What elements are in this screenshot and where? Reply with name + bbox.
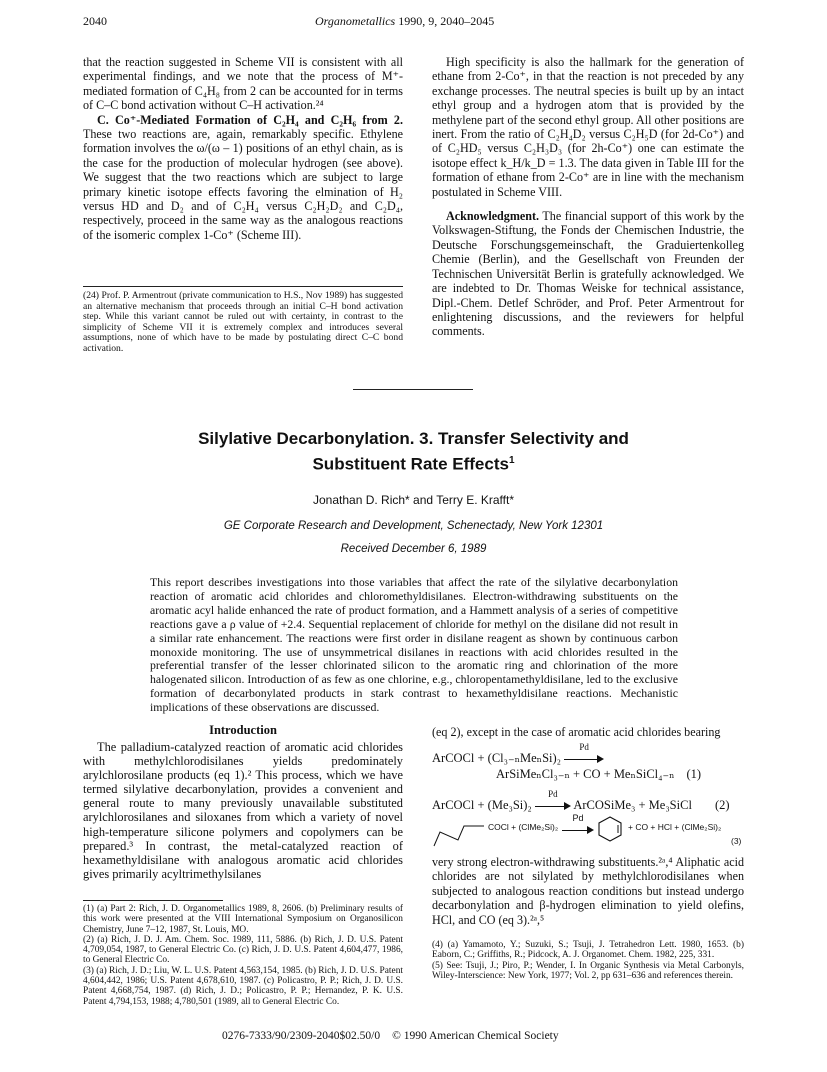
page-number: 2040	[83, 14, 107, 28]
catalyst-label: Pd	[572, 813, 584, 824]
footnote-2: (2) (a) Rich, J. D. J. Am. Chem. Soc. 1989, 111, 5886. (b) Rich, J. D. U.S. Patent 4,709,054, 1987, to General Electric Co. (c) Rich, J. D. U.S. Patent 4,604,477, 1986, to General Electric Co.	[83, 934, 403, 966]
acknowledgment	[432, 209, 744, 339]
introduction-heading: Introduction	[209, 723, 277, 737]
article-title	[83, 428, 744, 476]
received-date: Received December 6, 1989	[340, 543, 487, 555]
journal-citation: 1990, 9, 2040–2045	[395, 14, 495, 28]
footnote-24: (24) Prof. P. Armentrout (private communication to H.S., Nov 1989) has suggested an alternative mechanism that proceeds through an initial C–H bond activation step. While this variant cannot be ruled out with certainty, in contrast to the simplicity of Scheme VII it is extremely complex and introduces several assumptions, none of which have to be made by postulating direct C–C bond activation.	[83, 290, 403, 354]
equation-1-line-1	[432, 742, 604, 766]
footnote-3: (3) (a) Rich, J. D.; Liu, W. L. U.S. Patent 4,563,154, 1985. (b) Rich, J. D. U.S. Patent 4,604,442, 1986; U.S. Patent 4,678,610, 1987. (c) Policastro, P. P.; Rich, J. D. U.S. Patent 4,668,754, 1987. (d) Rich, J. D.; Policastro, P. P.; Hernandez, P. K. U.S. Patent 4,794,153, 1988; 4,780,501 (1989, all to General Electric Co.	[83, 965, 403, 1007]
eq2-number: (2)	[715, 798, 730, 812]
eq2-products: ArCOSiMe₃ + Me₃SiCl	[573, 798, 692, 812]
eq1-reactants: ArCOCl + (Cl₃₋ₙMeₙSi)₂	[432, 751, 562, 765]
title-line-2-text: Substituent Rate Effects	[312, 454, 509, 474]
prev-right-column	[432, 55, 744, 339]
article-separator	[353, 389, 473, 390]
title-footnote-mark: 1	[508, 455, 515, 466]
reaction-arrow	[564, 742, 604, 765]
catalyst-label: Pd	[579, 742, 589, 753]
title-line-1: Silylative Decarbonylation. 3. Transfer Selectivity and	[198, 429, 629, 448]
footnote-4: (4) (a) Yamamoto, Y.; Suzuki, S.; Tsuji, J. Tetrahedron Lett. 1980, 1653. (b) Eaborn, C.; Griffiths, R.; Pidcock, A. J. Organomet. Chem. 1982, 225, 331.	[432, 940, 744, 961]
title-line-2	[83, 450, 744, 476]
reaction-arrow	[562, 813, 594, 836]
abstract: This report describes investigations into those variables that affect the rate of the silylative decarbonylation reaction of aromatic acid chlorides and chloromethyldisilanes. Electron-withdrawing substituents on the aromatic acyl halide enhanced the rate of product formation, and a Hammett analysis of a series of competitive reactions gave a ρ value of +2.4. Sequential replacement of chloride for methyl on the disilane did not result in a similar rate enhancement. The reactions were first order in disilane reagent as shown by continuous carbon monoxide monitoring. The use of unsymmetrical disilanes in reactions with acid chlorides resulted in the preferential transfer of the lesser chlorinated silicon to the aromatic ring and chlorination of the more halogenated silicon. Introduction of as few as one chlorine, e.g., chloropentamethyldisilane, led to the exclusive formation of decarbonylated products in stark contrast to hexamethyldisilane reactions. Mechanistic implications of these observations are discussed.	[150, 575, 678, 715]
equation-2	[432, 789, 692, 813]
introduction-paragraph: The palladium-catalyzed reaction of aromatic acid chlorides with methylchlorodisilanes yields predominately arylchlorosilane products (eq 1).² This process, which we have termed silylative decarbonylation, provides a convenient and general route to many previously unavailable substituted arylchlorosilanes and siloxanes from which a variety of novel high-temperature silicone polymers and copolymers can be prepared.³ In contrast, the metal-catalyzed reaction of hexamethyldisilane with analogous aromatic acid chlorides gives primarily acyltrimethylsilanes	[83, 740, 403, 881]
eq3-reactants: COCl + (ClMe₂Si)₂	[488, 822, 559, 832]
eq2-reactants: ArCOCl + (Me₃Si)₂	[432, 798, 532, 812]
reaction-arrow	[535, 789, 571, 812]
prev-left-section	[83, 113, 403, 243]
footnote-rule-left	[83, 900, 223, 901]
prev-left-paragraph-2: These two reactions are, again, remarkably specific. Ethylene formation involves the ω/(ω – 1) positions of an ethyl chain, as is the case for the production of molecular hydrogen (see above). We suggest that the two reactions which are subject to large primary kinetic isotope effects favoring the elmination of H₂ versus HD and D₂ and of C₂H₄ versus C₂H₂D₂ and C₂D₄, respectively, proceed in the same way as the analogous reactions of the isomeric complex 1-Co⁺ (Scheme III).	[83, 127, 403, 242]
affiliation: GE Corporate Research and Development, Schenectady, New York 12301	[223, 520, 604, 532]
eq1-number: (1)	[686, 767, 702, 781]
footer-code: 0276-7333/90/2309-2040$02.50/0	[222, 1030, 381, 1042]
cyclohexene-ring	[596, 815, 624, 843]
eq1-products: ArSiMeₙCl₃₋ₙ + CO + MeₙSiCl₄₋ₙ	[496, 767, 675, 781]
ack-text: The financial support of this work by the Volkswagen-Stiftung, the Fonds der Chemischen Industrie, the Deutsche Forschungsgemeinschaft, the Graduiertenkolleg Chemie (Berlin), and the Gesellschaft von Freunden der Technischen Universität Berlin is gratefully acknowledged. We are indebted to Dr. Thomas Weiske for technical assistance, Dipl.-Chem. Detlef Schröder, and Prof. Peter Armentrout for enlightening discussions, and the reviewers for helpful comments.	[432, 209, 744, 339]
journal-name: Organometallics	[315, 14, 396, 28]
right-column-intro: (eq 2), except in the case of aromatic acid chlorides bearing	[432, 725, 721, 739]
footnotes-right	[432, 940, 744, 981]
running-header	[315, 14, 494, 29]
footer-copyright: © 1990 American Chemical Society	[392, 1030, 559, 1042]
footnotes-left	[83, 904, 403, 1007]
prev-left-paragraph: that the reaction suggested in Scheme VII is consistent with all experimental findings, and we note that the process of M⁺-mediated formation of C₄H₈ from 2 can be accounted for in terms of C–C bond activation without C–H activation.²⁴	[83, 55, 403, 113]
eq3-number: (3)	[731, 836, 742, 846]
prev-right-paragraph: High specificity is also the hallmark for the generation of ethane from 2-Co⁺, in that the reaction is not preceded by any exchange processes. The neutral species is built up by an intact ethyl group and a hydrogen atom that is provided by the methylene part of the second ethyl group. All other positions are inert. From the ratio of C₂H₄D₂ versus C₂H₅D (for 2d-Co⁺) and of C₂HD₅ versus C₂H₃D₃ (for 2h-Co⁺) one can estimate the isotope effect k_H/k_D = 1.3. The data given in Table III for the formation of ethane from 2-Co⁺ are in line with the mechanism postulated in Scheme VIII.	[432, 55, 744, 199]
catalyst-label: Pd	[548, 789, 558, 800]
ack-heading: Acknowledgment.	[446, 209, 540, 224]
equation-1-line-2	[496, 766, 701, 782]
cyclohexyl-chain-structure	[432, 822, 487, 848]
footnote-1: (1) (a) Part 2: Rich, J. D. Organometallics 1989, 8, 2606. (b) Preliminary results of this work were presented at the VIII International Symposium on Organosilicon Chemistry, June 7–12, 1987, St. Louis, MO.	[83, 904, 403, 935]
section-heading-c: C. Co⁺-Mediated Formation of C₂H₄ and C₂H₆ from 2.	[97, 112, 403, 127]
right-column-paragraph: very strong electron-withdrawing substituents.²ᵃ,⁴ Aliphatic acid chlorides are not silylated by methylchlorodisilanes when subjected to analogous reaction conditions but instead undergo decarbonylation and β-hydrogen elimination to yield olefins, HCl, and CO (eq 3).²ᵃ,⁵	[432, 855, 744, 927]
authors: Jonathan D. Rich* and Terry E. Krafft*	[313, 493, 514, 507]
footnote-5: (5) See: Tsuji, J.; Piro, P.; Wender, I. In Organic Synthesis via Metal Carbonyls, Wiley-Interscience: New York, 1977; Vol. 2, pp 631–636 and references therein.	[432, 960, 744, 981]
prev-left-column	[83, 55, 403, 242]
footer	[222, 1030, 559, 1042]
footnote-rule	[83, 286, 403, 287]
eq3-products: + CO + HCl + (ClMe₂Si)₂	[628, 822, 722, 832]
